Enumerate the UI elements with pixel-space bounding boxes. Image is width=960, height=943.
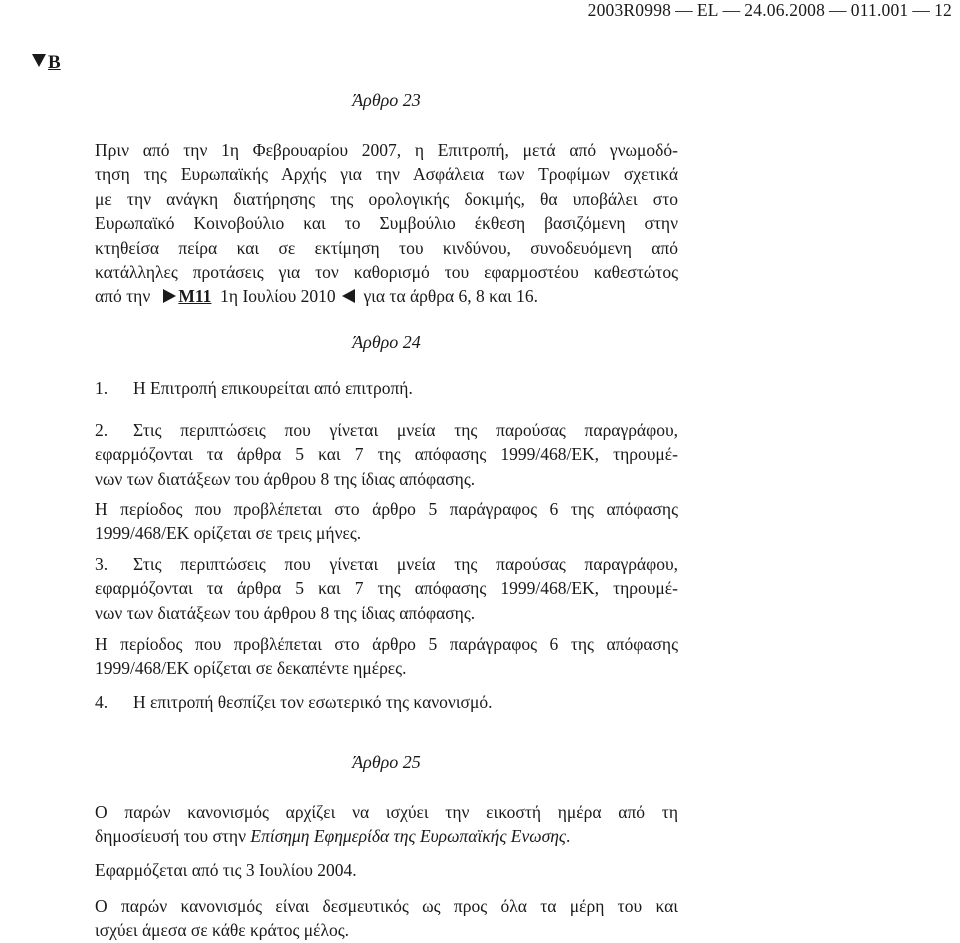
text-line: με την ανάγκη διατήρησης της ορολογικής δοκιμής, θα υποβάλει στο [95, 188, 678, 209]
text-line [95, 690, 678, 714]
down-triangle-icon [32, 54, 46, 67]
text-line: Πριν από την 1η Φεβρουαρίου 2007, η Επιτροπή, μετά από γνωμοδό- [95, 140, 678, 160]
header-dash: — [675, 0, 693, 20]
article-24-para-2 [95, 418, 678, 491]
header-dash: — [829, 0, 847, 20]
text-line: κτηθείσα πείρα και σε εκτίμηση του κινδύνου, συνοδευόμενη από [95, 237, 678, 258]
doc-id: 2003R0998 [587, 0, 672, 20]
text-line: νων των διατάξεων του άρθρου 8 της ίδιας απόφασης. [95, 468, 476, 489]
text-line: Ευρωπαϊκό Κοινοβούλιο και το Συμβούλιο έκθεση βασιζόμενη στην [95, 213, 678, 234]
paragraph-number: 3. [95, 554, 109, 574]
text-fragment: Η επιτροπή θεσπίζει τον εσωτερικό της κανονισμό. [133, 692, 493, 712]
text-line [95, 284, 678, 308]
text-line: τηση της Ευρωπαϊκής Αρχής για την Ασφάλεια των Τροφίμων σχετικά [95, 164, 678, 185]
text-fragment: για τα άρθρα 6, 8 και 16. [363, 286, 538, 307]
right-triangle-icon [163, 289, 176, 303]
text-line: Η περίοδος που προβλέπεται στο άρθρο 5 παράγραφος 6 της απόφασης [95, 634, 678, 654]
article-25-title: Άρθρο 25 [352, 752, 421, 772]
article-23-text [95, 138, 678, 309]
header-dash: — [912, 0, 931, 20]
paragraph-number: 2. [95, 420, 109, 440]
text-line: Εφαρμόζεται από τις 3 Ιουλίου 2004. [95, 860, 357, 880]
article-24-para-4 [95, 690, 678, 714]
text-fragment: Στις περιπτώσεις που γίνεται μνεία της παρούσας παραγράφου, [133, 420, 678, 440]
article-25-para-3 [95, 894, 678, 943]
text-line: Ο παρών κανονισμός αρχίζει να ισχύει την εικοστή ημέρα από τη [95, 802, 678, 822]
text-line: εφαρμόζονται τα άρθρα 5 και 7 της απόφασης 1999/468/ΕΚ, τηρουμέ- [95, 444, 678, 465]
article-25-para-2 [95, 858, 678, 882]
amendment-marker [32, 52, 61, 74]
text-line: 1999/468/ΕΚ ορίζεται σε δεκαπέντε ημέρες. [95, 658, 407, 679]
doc-date: 24.06.2008 [744, 0, 826, 20]
header-dash: — [722, 0, 741, 20]
text-line: κατάλληλες προτάσεις για τον καθορισμό του εφαρμοστέου καθεστώτος [95, 261, 678, 282]
article-25-para-1 [95, 800, 678, 849]
article-24-title: Άρθρο 24 [352, 332, 421, 352]
inline-amendment-start [163, 286, 211, 306]
journal-title: Επίσημη Εφημερίδα της Ευρωπαϊκής Ενωσης [250, 826, 567, 847]
inline-amendment-code: M11 [178, 286, 212, 307]
text-line: Η περίοδος που προβλέπεται στο άρθρο 5 παράγραφος 6 της απόφασης [95, 499, 678, 519]
doc-version: 011.001 [850, 0, 909, 20]
text-line [95, 376, 678, 400]
text-fragment: Στις περιπτώσεις που γίνεται μνεία της παρούσας παραγράφου, [133, 554, 678, 574]
article-24-para-2b [95, 497, 678, 546]
text-fragment: Η Επιτροπή επικουρείται από επιτροπή. [133, 378, 413, 398]
text-line [95, 824, 678, 848]
amendment-code: B [48, 52, 61, 73]
page-number: 12 [934, 0, 952, 20]
left-triangle-icon [342, 289, 355, 303]
text-fragment: δημοσίευσή του στην [95, 826, 246, 847]
article-23-title: Άρθρο 23 [352, 90, 421, 110]
text-line [95, 552, 678, 576]
text-line: νων των διατάξεων του άρθρου 8 της ίδιας απόφασης. [95, 602, 476, 623]
text-line: Ο παρών κανονισμός είναι δεσμευτικός ως προς όλα τα μέρη του και [95, 896, 678, 916]
text-line: 1999/468/ΕΚ ορίζεται σε τρεις μήνες. [95, 523, 362, 544]
paragraph-number: 4. [95, 692, 109, 712]
doc-language: EL [696, 0, 719, 20]
article-24-para-3 [95, 552, 678, 625]
text-fragment: από την [95, 286, 151, 307]
text-line: εφαρμόζονται τα άρθρα 5 και 7 της απόφασης 1999/468/ΕΚ, τηρουμέ- [95, 578, 678, 599]
text-fragment: . [566, 826, 571, 847]
page-header [588, 0, 952, 21]
text-line: ισχύει άμεσα σε κάθε κράτος μέλος. [95, 920, 350, 941]
text-line [95, 418, 678, 442]
article-24-para-3b [95, 632, 678, 681]
amended-text: 1η Ιουλίου 2010 [220, 286, 336, 307]
article-24-para-1 [95, 376, 678, 400]
paragraph-number: 1. [95, 378, 109, 398]
